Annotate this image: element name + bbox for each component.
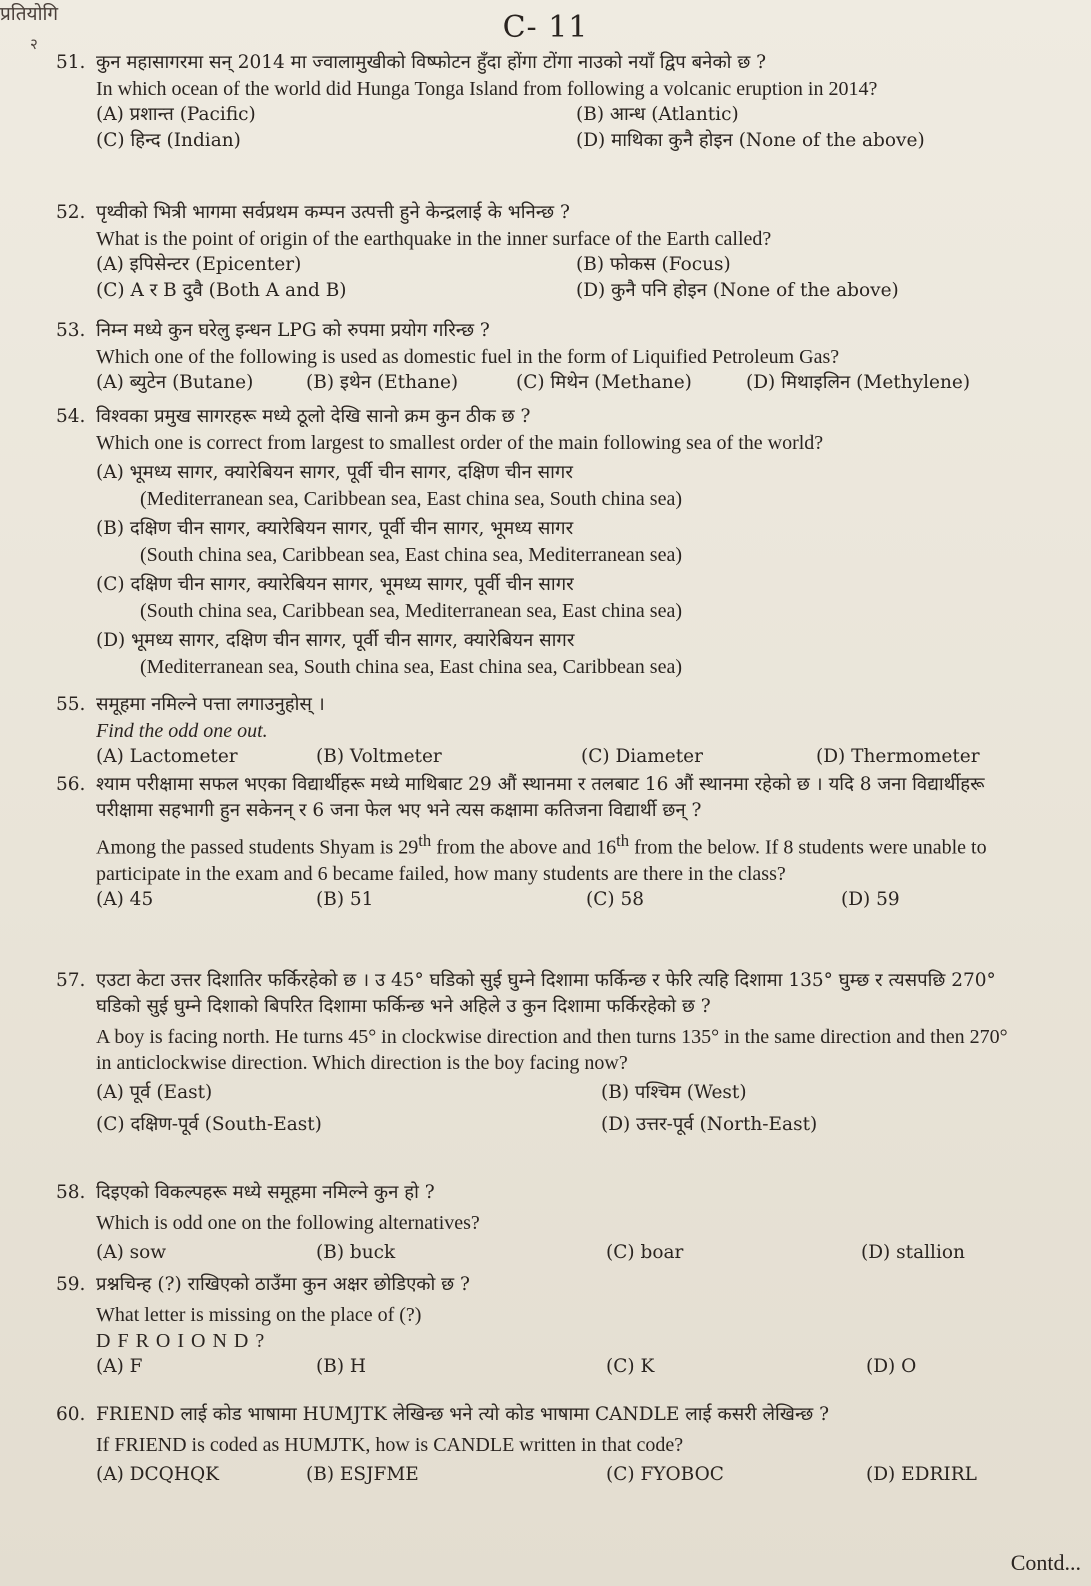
option-a: (A) Lactometer [96, 746, 238, 767]
question-number: 57. [56, 970, 86, 991]
corner-heading: प्रतियोगि [0, 3, 59, 25]
option-c: (C) दक्षिण-पूर्व (South-East) [96, 1114, 322, 1135]
question-number: 53. [56, 320, 86, 341]
question-56 [56, 772, 1021, 913]
option-c: (C) K [606, 1356, 655, 1377]
option-c-english: (South china sea, Caribbean sea, Mediterranean sea, East china sea) [140, 600, 682, 622]
option-d: (D) 59 [841, 888, 900, 910]
question-text-english: What letter is missing on the place of (?) [96, 1304, 422, 1326]
letter-series: D F R O I O N D ? [96, 1330, 266, 1352]
option-a: (A) ब्युटेन (Butane) [96, 372, 254, 393]
question-text-english: In which ocean of the world did Hunga Tonga Island from following a volcanic eruption in 2014? [96, 78, 878, 100]
question-number: 56. [56, 774, 86, 795]
option-d: (D) O [866, 1356, 917, 1377]
question-number: 59. [56, 1274, 86, 1295]
corner-number: २ [30, 35, 38, 53]
option-d: (D) EDRIRL [866, 1464, 977, 1485]
option-c: (C) 58 [586, 888, 645, 910]
question-text-nepali: एउटा केटा उत्तर दिशातिर फर्किरहेको छ । उ 45° घडिको सुई घुम्ने दिशामा फर्किन्छ र फेरि त्यहि दिशामा 135° घुम्छ र त्यसपछि 270° घडिको सुई घुम्ने दिशाको बिपरित दिशामा फर्किन्छ भने अहिले उ कुन दिशामा फर्किरहेको छ ? [96, 970, 996, 1017]
option-b: (B) buck [316, 1242, 396, 1263]
option-c: (C) A र B दुवै (Both A and B) [96, 280, 347, 301]
question-51 [56, 50, 1021, 154]
option-c: (C) हिन्द (Indian) [96, 130, 241, 151]
question-57 [56, 968, 1021, 1138]
option-b: (B) 51 [316, 888, 374, 910]
option-c: (C) दक्षिण चीन सागर, क्यारेबियन सागर, भूमध्य सागर, पूर्वी चीन सागर [96, 574, 574, 595]
question-58 [56, 1180, 1021, 1266]
option-d: (D) कुनै पनि होइन (None of the above) [576, 280, 899, 301]
option-a: (A) F [96, 1356, 143, 1377]
question-54 [56, 404, 1021, 680]
question-text-nepali: दिइएको विकल्पहरू मध्ये समूहमा नमिल्ने कुन हो ? [96, 1182, 435, 1203]
question-text-nepali: पृथ्वीको भित्री भागमा सर्वप्रथम कम्पन उत्पत्ती हुने केन्द्रलाई के भनिन्छ ? [96, 202, 570, 223]
question-number: 54. [56, 406, 86, 427]
question-text-english: Which is odd one on the following alternatives? [96, 1212, 480, 1234]
option-b: (B) आन्ध (Atlantic) [576, 104, 739, 125]
question-53 [56, 318, 1021, 396]
question-text-nepali: श्याम परीक्षामा सफल भएका विद्यार्थीहरू मध्ये माथिबाट 29 औं स्थानमा र तलबाट 16 औं स्थानमा रहेको छ । यदि 8 जना विद्यार्थीहरू परीक्षामा सहभागी हुन सकेनन् र 6 जना फेल भए भने त्यस कक्षामा कतिजना विद्यार्थी छन् ? [96, 774, 985, 821]
option-b: (B) H [316, 1356, 367, 1377]
question-text-nepali: विश्वका प्रमुख सागरहरू मध्ये ठूलो देखि सानो क्रम कुन ठीक छ ? [96, 406, 531, 427]
question-text-english: Which one is correct from largest to smallest order of the main following sea of the world? [96, 432, 824, 454]
question-55 [56, 692, 1021, 770]
question-text-english: If FRIEND is coded as HUMJTK, how is CANDLE written in that code? [96, 1434, 684, 1456]
option-b: (B) दक्षिण चीन सागर, क्यारेबियन सागर, पूर्वी चीन सागर, भूमध्य सागर [96, 518, 574, 539]
option-a: (A) भूमध्य सागर, क्यारेबियन सागर, पूर्वी चीन सागर, दक्षिण चीन सागर [96, 462, 573, 483]
option-b-english: (South china sea, Caribbean sea, East china sea, Mediterranean sea) [140, 544, 682, 566]
option-a: (A) DCQHQK [96, 1464, 219, 1485]
option-d-english: (Mediterranean sea, South china sea, East china sea, Caribbean sea) [140, 656, 682, 678]
option-b: (B) पश्चिम (West) [601, 1082, 747, 1103]
question-text-nepali: निम्न मध्ये कुन घरेलु इन्धन LPG को रुपमा प्रयोग गरिन्छ ? [96, 320, 490, 341]
question-number: 52. [56, 202, 86, 223]
option-d: (D) भूमध्य सागर, दक्षिण चीन सागर, पूर्वी चीन सागर, क्यारेबियन सागर [96, 630, 575, 651]
option-b: (B) Voltmeter [316, 746, 442, 767]
question-52 [56, 200, 1021, 304]
question-text-nepali: प्रश्नचिन्ह (?) राखिएको ठाउँमा कुन अक्षर छोडिएको छ ? [96, 1274, 470, 1295]
option-d: (D) मिथाइलिन (Methylene) [746, 372, 971, 393]
option-d: (D) उत्तर-पूर्व (North-East) [601, 1114, 818, 1135]
question-number: 60. [56, 1404, 86, 1425]
option-d: (D) stallion [861, 1242, 965, 1263]
option-a: (A) पूर्व (East) [96, 1082, 213, 1103]
option-a: (A) sow [96, 1242, 167, 1263]
option-d: (D) Thermometer [816, 746, 980, 767]
question-text-english: Which one of the following is used as domestic fuel in the form of Liquified Petroleum Gas? [96, 346, 840, 368]
option-c: (C) boar [606, 1242, 684, 1263]
question-text-nepali: समूहमा नमिल्ने पत्ता लगाउनुहोस् । [96, 694, 325, 715]
option-b: (B) ESJFME [306, 1464, 419, 1485]
option-b: (B) इथेन (Ethane) [306, 372, 459, 393]
question-text-nepali: कुन महासागरमा सन् 2014 मा ज्वालामुखीको विष्फोटन हुँदा होंगा टोंगा नाउको नयाँ द्विप बनेको छ ? [96, 52, 767, 73]
question-number: 55. [56, 694, 86, 715]
question-text-english: A boy is facing north. He turns 45° in clockwise direction and then turns 135° in the same direction and then 270° in anticlockwise direction. Which direction is the boy facing now? [96, 1026, 1008, 1074]
question-number: 51. [56, 52, 86, 73]
option-b: (B) फोकस (Focus) [576, 254, 731, 275]
option-c: (C) मिथेन (Methane) [516, 372, 692, 393]
option-d: (D) माथिका कुनै होइन (None of the above) [576, 130, 925, 151]
question-60 [56, 1402, 1021, 1488]
question-59 [56, 1272, 1021, 1380]
option-c: (C) Diameter [581, 746, 703, 767]
question-number: 58. [56, 1182, 86, 1203]
question-text-english: What is the point of origin of the earthquake in the inner surface of the Earth called? [96, 228, 772, 250]
option-a-english: (Mediterranean sea, Caribbean sea, East china sea, South china sea) [140, 488, 682, 510]
question-text-english: Find the odd one out. [96, 720, 268, 742]
continued-note: Contd... [1010, 1550, 1081, 1575]
option-a: (A) इपिसेन्टर (Epicenter) [96, 254, 302, 275]
option-c: (C) FYOBOC [606, 1464, 724, 1485]
question-text-nepali: FRIEND लाई कोड भाषामा HUMJTK लेखिन्छ भने त्यो कोड भाषामा CANDLE लाई कसरी लेखिन्छ ? [96, 1404, 830, 1425]
question-text-english: Among the passed students Shyam is 29th from the above and 16th from the below. If 8 students were unable to participate in the exam and 6 became failed, how many students are there in the class? [96, 831, 987, 885]
page-code: C- 11 [502, 10, 589, 45]
option-a: (A) 45 [96, 888, 154, 910]
option-a: (A) प्रशान्त (Pacific) [96, 104, 256, 125]
